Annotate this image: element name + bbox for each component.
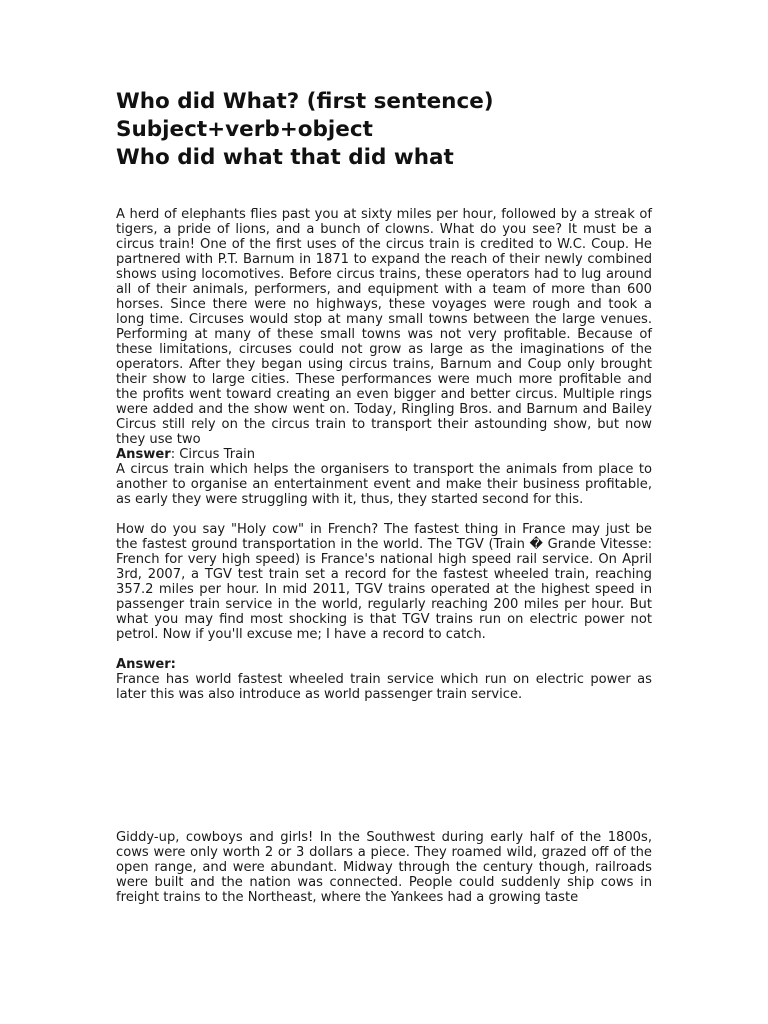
- answer-line-1: [116, 447, 652, 462]
- document-heading: [116, 88, 652, 172]
- answer-block-1: [116, 447, 652, 507]
- answer-label-2: Answer:: [116, 657, 176, 672]
- passage-circus-train: A herd of elephants flies past you at sixty miles per hour, followed by a streak of tigers, a pride of lions, and a bunch of clowns. What do you see? It must be a circus train! One of the first uses of the circus train is credited to W.C. Coup. He partnered with P.T. Barnum in 1871 to expand the reach of their newly combined shows using locomotives. Before circus trains, these operators had to lug around all of their animals, performers, and equipment with a team of more than 600 horses. Since there were no highways, these voyages were rough and took a long time. Circuses would stop at many small towns between the large venues. Performing at many of these small towns was not very profitable. Because of these limitations, circuses could not grow as large as the imaginations of the operators. After they began using circus trains, Barnum and Coup only brought their show to large cities. These performances were much more profitable and the profits went toward creating an even bigger and better circus. Multiple rings were added and the show went on. Today, Ringling Bros. and Barnum and Bailey Circus still rely on the circus train to transport their astounding show, but now they use two: [116, 207, 652, 447]
- document-page: [116, 88, 652, 905]
- passage-cowboys: Giddy-up, cowboys and girls! In the Southwest during early half of the 1800s, cows were only worth 2 or 3 dollars a piece. They roamed wild, grazed off of the open range, and were abundant. Midway through the century though, railroads were built and the nation was connected. People could suddenly ship cows in freight trains to the Northeast, where the Yankees had a growing taste: [116, 830, 652, 905]
- heading-line-3: Who did what that did what: [116, 145, 454, 170]
- passage-tgv: How do you say "Holy cow" in French? The fastest thing in France may just be the fastest ground transportation in the world. The TGV (Train � Grande Vitesse: French for very high speed) is France's national high speed rail service. On April 3rd, 2007, a TGV test train set a record for the fastest wheeled train, reaching 357.2 miles per hour. In mid 2011, TGV trains operated at the highest speed in passenger train service in the world, regularly reaching 200 miles per hour. But what you may find most shocking is that TGV trains run on electric power not petrol. Now if you'll excuse me; I have a record to catch.: [116, 522, 652, 642]
- heading-line-1: Who did What? (first sentence): [116, 89, 494, 114]
- answer-text-1: A circus train which helps the organisers to transport the animals from place to another to organise an entertainment event and make their business profitable, as early they were struggling with it, thus, they started second for this.: [116, 462, 652, 507]
- answer-block-2: [116, 657, 652, 702]
- heading-line-2: Subject+verb+object: [116, 117, 373, 142]
- answer-value-1: : Circus Train: [170, 447, 256, 462]
- answer-text-2: France has world fastest wheeled train service which run on electric power as later this was also introduce as world passenger train service.: [116, 672, 652, 702]
- answer-label-1: Answer: [116, 447, 171, 462]
